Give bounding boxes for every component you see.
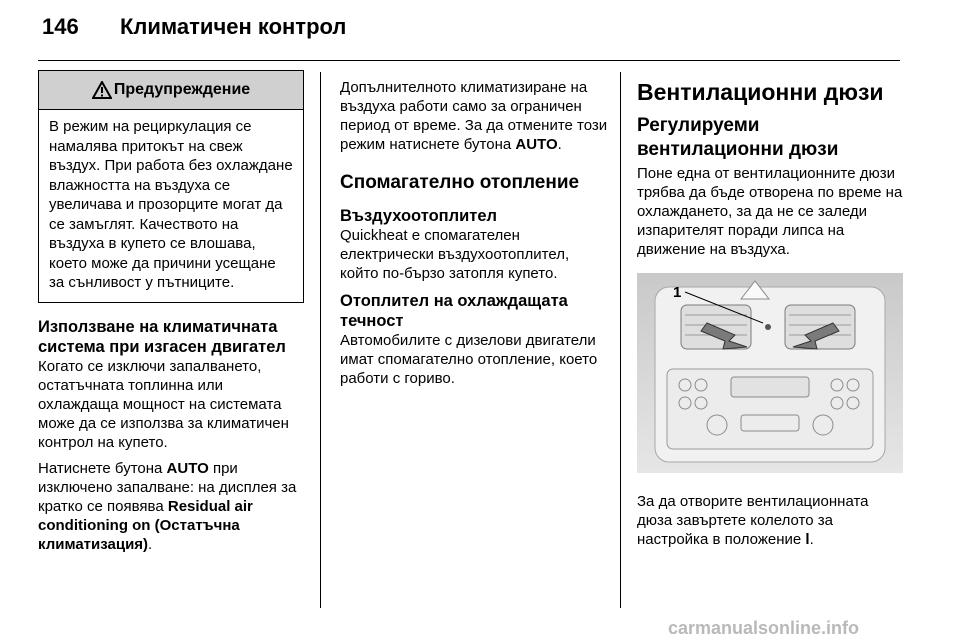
text-run: За да отворите вентилационната дюза завъртете колелото за настройка в положение: [637, 493, 869, 548]
section-heading-aux-heating: Спомагателно отопление: [340, 172, 580, 193]
warning-title: Предупреждение: [113, 81, 251, 98]
figure-callout-number: 1: [673, 284, 682, 301]
auto-keyword: AUTO: [166, 459, 209, 477]
text-run: Натиснете бутона: [38, 459, 167, 477]
header-rule: [38, 60, 900, 61]
paragraph-vent-open: Поне една от вентилационните дюзи трябва да бъде отворена по време на охлаждането, за да не се заледи изпарителят поради липса на движение на въздуха.: [637, 165, 903, 258]
column-1: [38, 70, 304, 554]
text-run: .: [557, 136, 562, 153]
subheading-adjustable-vents: Регулируеми вентилационни дюзи: [637, 115, 839, 160]
auto-keyword: AUTO: [515, 136, 558, 153]
text-run: .: [148, 535, 153, 553]
column-2: [340, 78, 608, 388]
warning-triangle-icon: [92, 81, 112, 99]
paragraph-quickheat: Quickheat е спомагателен електрически въздухоотоплител, който по-бързо затопля купето.: [340, 227, 570, 282]
text-run: Допълнителното климатизиране на въздуха работи само за ограничен период от време. За да отмените този режим натиснете бутона: [340, 79, 608, 153]
paragraph-diesel-heater: Автомобилите с дизелови двигатели имат спомагателно отопление, което работи с гориво.: [340, 332, 598, 387]
page-title: Климатичен контрол: [120, 14, 347, 39]
position-symbol: l: [805, 531, 810, 548]
vent-figure: [637, 273, 903, 478]
residual-ac-keyword: Residual air conditioning on (Остатъчна климатизация): [38, 497, 253, 553]
page-header: [42, 14, 346, 40]
subheading-air-heater: Въздухоотоплител: [340, 207, 497, 225]
warning-header: [39, 71, 303, 110]
text-run: при изключено запалване: на дисплея за кратко се появява: [38, 459, 297, 515]
paragraph-open-vent: [637, 492, 903, 549]
center-console-illustration: [637, 273, 903, 473]
warning-box: [38, 70, 304, 303]
column-divider-2: [620, 72, 621, 608]
paragraph-residual-power: Когато се изключи запалването, остатъчната топлинна или охлаждаща мощност на системата може да се използва за климатичен контрол на купето.: [38, 357, 289, 451]
column-divider-1: [320, 72, 321, 608]
section-heading-vents: Вентилационни дюзи: [637, 79, 884, 105]
subheading-coolant-heater: Отоплител на охлаждащата течност: [340, 292, 568, 330]
paragraph-additional-ac: [340, 78, 608, 154]
watermark: carmanualsonline.info: [668, 618, 860, 638]
page-number: 146: [42, 14, 79, 39]
text-run: .: [809, 531, 814, 548]
paragraph-auto-button: [38, 459, 304, 554]
column-3: [637, 78, 903, 549]
section-heading-engine-off: Използване на климатичната система при изгасен двигател: [38, 317, 286, 356]
warning-text: В режим на рециркулация се намалява притокът на свеж въздух. При работа без охлаждане влажността на въздуха се увеличава и прозорците могат да се замъглят. Качеството на въздуха в купето се влошава, което може да причини усещане за сънливост у пътниците.: [49, 118, 293, 291]
